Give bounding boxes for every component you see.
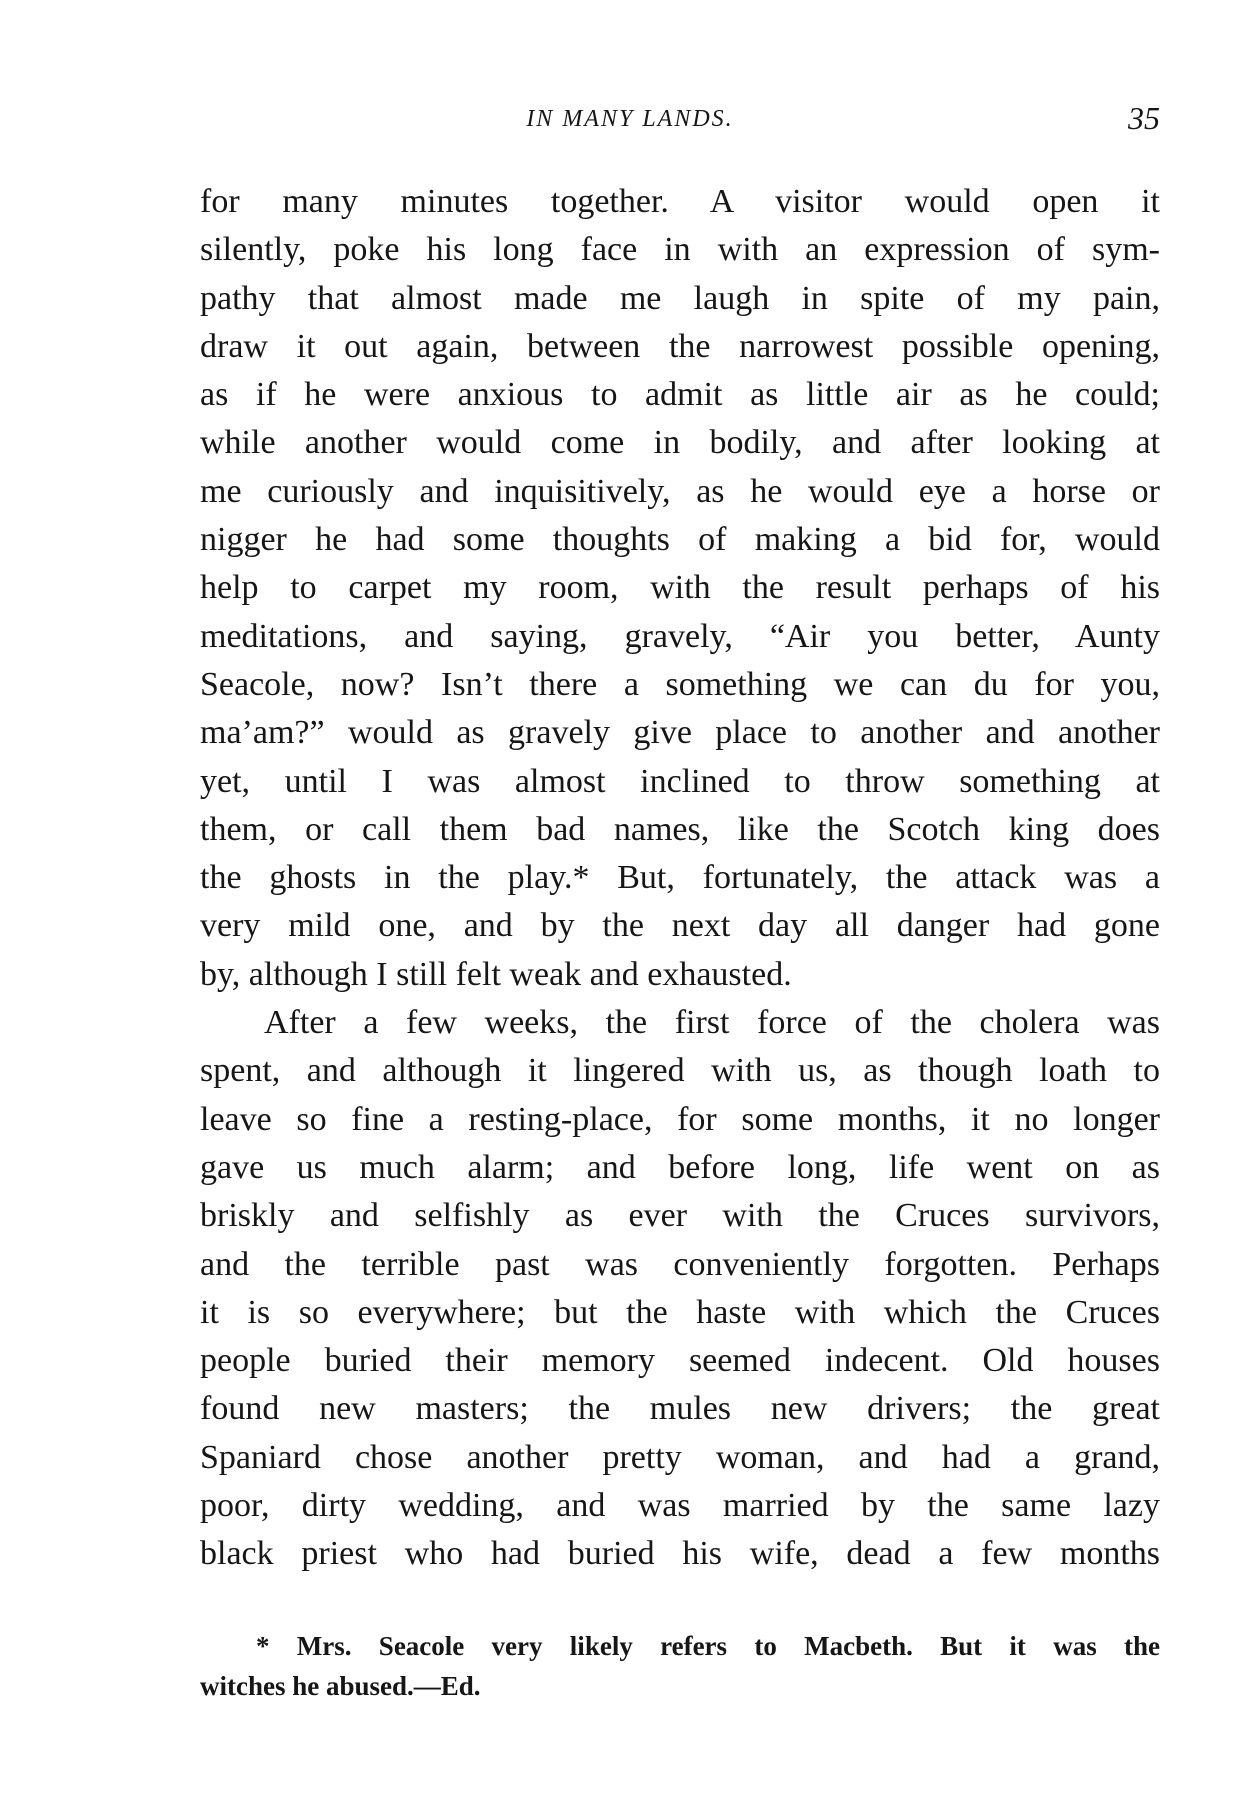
text-line: yet, until I was almost inclined to throw something at	[200, 762, 1160, 800]
text-line: leave so fine a resting-place, for some months, it no longer	[200, 1100, 1160, 1138]
running-title: IN MANY LANDS.	[526, 106, 734, 132]
footnote-line: witches he abused.—Ed.	[200, 1671, 481, 1701]
footnote-line: * Mrs. Seacole very likely refers to Macbeth. But it was the	[256, 1631, 1160, 1661]
text-line: while another would come in bodily, and after looking at	[200, 424, 1160, 462]
text-line: found new masters; the mules new drivers; the great	[200, 1390, 1160, 1428]
text-line: it is so everywhere; but the haste with which the Cruces	[200, 1293, 1160, 1331]
body-text	[200, 178, 1160, 1579]
footnote	[200, 1626, 1160, 1706]
running-head	[200, 100, 1160, 148]
text-line: spent, and although it lingered with us, as though loath to	[200, 1052, 1160, 1090]
text-line: gave us much alarm; and before long, life went on as	[200, 1148, 1160, 1186]
text-line: silently, poke his long face in with an expression of sym-	[200, 231, 1160, 269]
text-line: Spaniard chose another pretty woman, and had a grand,	[200, 1438, 1160, 1476]
text-line: them, or call them bad names, like the Scotch king does	[200, 810, 1160, 848]
text-line: me curiously and inquisitively, as he would eye a horse or	[200, 472, 1160, 510]
text-line-paragraph-end: by, although I still felt weak and exhausted.	[200, 955, 792, 993]
text-line: Seacole, now? Isn’t there a something we can du for you,	[200, 665, 1160, 703]
text-line: for many minutes together. A visitor would open it	[200, 183, 1160, 220]
text-line: nigger he had some thoughts of making a bid for, would	[200, 521, 1160, 559]
text-line: and the terrible past was conveniently forgotten. Perhaps	[200, 1245, 1160, 1283]
text-line: help to carpet my room, with the result perhaps of his	[200, 569, 1160, 607]
text-line: draw it out again, between the narrowest possible opening,	[200, 327, 1160, 365]
text-line: black priest who had buried his wife, dead a few months	[200, 1535, 1160, 1573]
text-line: pathy that almost made me laugh in spite of my pain,	[200, 279, 1160, 317]
text-line: briskly and selfishly as ever with the Cruces survivors,	[200, 1197, 1160, 1235]
page-number: 35	[1128, 100, 1160, 136]
text-line: poor, dirty wedding, and was married by the same lazy	[200, 1487, 1160, 1525]
text-line: as if he were anxious to admit as little air as he could;	[200, 376, 1160, 414]
text-line: people buried their memory seemed indecent. Old houses	[200, 1342, 1160, 1380]
text-line: very mild one, and by the next day all danger had gone	[200, 907, 1160, 945]
text-line: meditations, and saying, gravely, “Air you better, Aunty	[200, 617, 1160, 655]
text-line: ma’am?” would as gravely give place to another and another	[200, 714, 1160, 752]
text-line-paragraph-start: After a few weeks, the first force of the cholera was	[264, 1004, 1160, 1042]
text-line: the ghosts in the play.* But, fortunately, the attack was a	[200, 859, 1160, 897]
